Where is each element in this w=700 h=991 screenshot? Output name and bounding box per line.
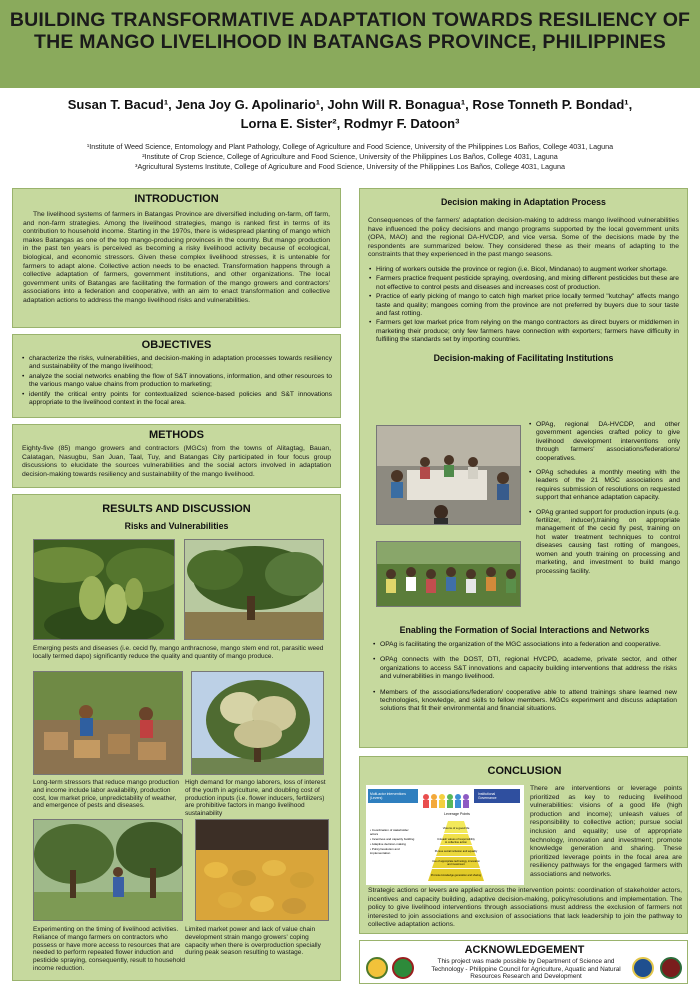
- enabling-list: [372, 641, 677, 714]
- mango-harvest-image: [34, 672, 183, 775]
- poster-title: BUILDING TRANSFORMATIVE ADAPTATION TOWARDS RESILIENCY OF THE MANGO LIVELIHOOD IN BATANGAS PROVINCE, PHILIPPINES: [9, 9, 691, 53]
- meeting-photo-1: [376, 425, 521, 525]
- conclusion-panel: [359, 756, 688, 934]
- caption-stressors: Long-term stressors that reduce mango production and income include labor availability, production cost, low market price, unpredictability of weather, and emergence of pests and diseases.: [33, 779, 179, 810]
- objective-item: • characterize the risks, vulnerabilities, and decision-making in adaptation processes towards resiliency and sustainability of the mango livelihood;: [21, 355, 332, 372]
- svg-text:• Coordination of stakeholder: • Coordination of stakeholder: [370, 828, 409, 832]
- enabling-item: • OPAg is facilitating the organization of the MGC associations into a federation and cooperative.: [372, 641, 677, 649]
- facilitating-item: • OPAg schedules a monthly meeting with the leaders of the 21 MGC associations and requires submission of resolutions on requested support that enhance adaptation capacity.: [528, 469, 680, 503]
- svg-text:(Levers): (Levers): [370, 796, 383, 800]
- introduction-title: INTRODUCTION: [134, 193, 219, 205]
- flowering-tree-photo: [191, 671, 324, 775]
- affiliations: [0, 142, 700, 172]
- decision-item: • Practice of early picking of mango to catch high market price locally termed "kutchay" affects mango taste and quality; mangoes coming from the province are not preferred by buyers due to sour taste and fast rotting.: [368, 293, 679, 318]
- acknowledgement-title: ACKNOWLEDGEMENT: [464, 944, 585, 956]
- results-title: RESULTS AND DISCUSSION: [102, 503, 251, 515]
- mango-pest-image: [34, 540, 175, 640]
- objectives-list: [21, 355, 332, 407]
- caption-demand: High demand for mango laborers, loss of interest of the youth in agriculture, and doubling cost of production inputs (i.e. flower inducers, fertilizers) are prohibitive factors in mango livelihood sustainability: [185, 779, 326, 818]
- mango-tree-photo: [184, 539, 324, 640]
- mango-market-image: [196, 820, 329, 921]
- authors-line-2: Lorna E. Sister², Rodmyr F. Datoon³: [240, 116, 460, 131]
- svg-text:Unleash values of responsibili: Unleash values of responsibility: [437, 838, 475, 841]
- levers-box-label: Multi-actor interventions: [370, 792, 406, 796]
- methods-body: Eighty-five (85) mango growers and contractors (MGCs) from the towns of Alitagtag, Bauan, Calatagan, Nasugbu, San Juan, Taal, Tuy, and Batangas City participated in four focus group discussions to elucidate the sources vulnerabilities and the social actors involved in adaptation decision-making towards resiliency and sustainability of the mango livelihood.: [22, 445, 331, 478]
- decision-list: [368, 266, 679, 345]
- meeting-photo-2-image: [377, 542, 521, 607]
- leverage-points-label: Leverage Points: [444, 812, 470, 816]
- objectives-panel: [12, 334, 341, 418]
- svg-text:Promote knowledge generation a: Promote knowledge generation and sharing: [430, 874, 482, 877]
- enabling-list-wrap: [372, 641, 677, 715]
- mango-harvest-photo: [33, 671, 183, 775]
- svg-text:• Incentives and capacity buil: • Incentives and capacity building: [370, 837, 415, 841]
- affiliation-3: ³Agricultural Systems Institute, College of Agriculture and Food Science, University of the Philippines Los Baños, College 4031, Laguna: [135, 162, 565, 171]
- decision-item: • Farmers practice frequent pesticide spraying, overdosing, and mixing different pesticides but these are not effective to control pests and diseases and increases cost of production.: [368, 275, 679, 292]
- meeting-photo-2: [376, 541, 521, 607]
- enabling-item: • OPAg connects with the DOST, DTI, regional HVCPD, academe, private sector, and other organizations to access S&T innovations and capacity building interventions that address the risks and vulnerabilities in mango livelihood.: [372, 656, 677, 681]
- svg-text:and investment: and investment: [447, 863, 465, 866]
- meeting-photo-1-image: [377, 426, 521, 525]
- logo-dost: [632, 957, 654, 979]
- methods-title: METHODS: [149, 429, 204, 441]
- svg-text:Pursue social inclusion and eq: Pursue social inclusion and equality: [434, 850, 478, 853]
- results-subtitle: Risks and Vulnerabilities: [124, 521, 229, 531]
- objectives-title: OBJECTIVES: [141, 339, 212, 351]
- facilitating-item: • OPAg granted support for production inputs (e.g. fertilizer, inducer),training on appropriate management of the cecid fly pest, training on hot water treatment techniques to control diseases causing fast rotting of mangoes, women and youth training on processing and marketing, and investment to build mango processing facility.: [528, 509, 680, 576]
- orchard-farmer-image: [34, 820, 183, 921]
- decision-item: • Farmers get low market price from relying on the mango contractors as direct buyers or middlemen in marketing their produce; only few farmers have connection with exporters; farmers have difficulty in fulfilling the standards set by importing countries.: [368, 319, 679, 344]
- decision-item: • Hiring of workers outside the province or region (i.e. Bicol, Mindanao) to augment worker shortage.: [368, 266, 679, 274]
- enabling-title: Enabling the Formation of Social Interactions and Networks: [399, 625, 650, 635]
- decision-panel: [359, 188, 688, 748]
- svg-text:Governance: Governance: [478, 796, 497, 800]
- objective-item: • identify the critical entry points for contextualized science-based policies and S&T innovations appropriate to the livelihood context in the focal area.: [21, 391, 332, 408]
- mango-tree-image: [185, 540, 324, 640]
- tier-label: Visions of a good life: [442, 826, 470, 830]
- facilitating-item: • OPAg, regional DA-HVCDP, and other government agencies crafted policy to give livelihood development interventions only through farmers' associations/federations/ cooperatives.: [528, 421, 680, 463]
- logo-pcaarrd: [392, 957, 414, 979]
- caption-pests: Emerging pests and diseases (i.e. cecid fly, mango anthracnose, mango stem end rot, parasitic weed locally termed dapo) significantly reduce the quality and quantity of mango produce.: [33, 645, 324, 660]
- caption-experimenting: Experimenting on the timing of livelihood activities. Reliance of mango farmers on contractors who possess or have more access to resources that are needed to perform repeated flower induction and pesticide spraying, consequently, result to household income reduction.: [33, 926, 186, 972]
- svg-text:actors: actors: [370, 832, 379, 836]
- decision-title: Decision making in Adaptation Process: [441, 197, 606, 207]
- governance-box-label: Institutional: [478, 792, 496, 796]
- enabling-item: • Members of the associations/federation/ cooperative able to attend trainings share learned new technologies, knowledge, and skills to fellow members. MGCs experiment and discuss adaptation solutions that fit their environmental and financial situations.: [372, 689, 677, 714]
- conclusion-title: CONCLUSION: [487, 765, 562, 777]
- svg-text:Use of appropriate technology,: Use of appropriate technology, innovation: [432, 860, 480, 863]
- conclusion-side-text: There are interventions or leverage points prioritized as key to reducing livelihood vulnerabilities: visions of a good life (high production and income); unleash values of responsibility to collective action; pursue social inclusion and equality; use of appropriate technology, innovation and investment; promote knowledge generation and sharing. These prioritized leverage points in the focal area are resiliency pathways for the engaged farmers with associations and networks.: [530, 785, 682, 878]
- svg-text:implementation: implementation: [370, 851, 391, 855]
- leverage-diagram: [366, 785, 524, 885]
- conclusion-bottom-text: Strategic actions or levers are applied across the intervention points: coordination of stakeholder actors, incentives and capacity building, adaptive decision-making, policy/resolutions and implementation. The policy to give livelihood interventions through associations must address the exclusion of farmers not interested to join associations and exclusion of associations that lack leadership to join the pathway to collective adaptation actions.: [368, 887, 682, 929]
- facilitating-title: Decision-making of Facilitating Institutions: [433, 352, 614, 363]
- logo-uplb: [660, 957, 682, 979]
- logo-ifsa: [366, 957, 388, 979]
- introduction-body: The livelihood systems of farmers in Batangas Province are diversified including on-farm, off farm, and non-farm strategies. Among the livelihood strategies, mango is ranked first in terms of its contribution to household income. Starting in the 1970s, there is widespread planting of mango which makes Batangas as one of the top mango-producing provinces in the country. But mango production in the past ten years is perceived as becoming a risky livelihood activity because of ecological, biological, and economic stressors. Given these complex livelihood stresses, it is untenable for farmers to adapt alone. Collective action needs to be enacted. Transformation happens through a collective adaptation of farmers, government institutions, and other organizations. The local government units of Batangas are facilitating the formation of the mango growers and contractors' associations into a federation and cooperative, with an aim to enact transformation and collective adaptation actions to address the mango livelihood risks and vulnerabilities.: [23, 211, 330, 304]
- introduction-panel: [12, 188, 341, 328]
- svg-text:to collective action: to collective action: [445, 841, 467, 844]
- acknowledgement-panel: [359, 940, 688, 984]
- flowering-tree-image: [192, 672, 324, 775]
- authors-line-1: Susan T. Bacud¹, Jena Joy G. Apolinario¹, John Will R. Bonagua¹, Rose Tonneth P. Bondad¹,: [67, 97, 633, 112]
- objective-item: • analyze the social networks enabling the flow of S&T innovations, information, and other resources to the various mango value chains from production to marketing;: [21, 373, 332, 390]
- mango-market-photo: [195, 819, 329, 921]
- svg-text:• Policy/resolution and: • Policy/resolution and: [370, 847, 400, 851]
- affiliation-2: ²Institute of Crop Science, College of Agriculture and Food Science, University of the Philippines Los Baños, College 4031, Laguna: [142, 152, 558, 161]
- decision-intro: Consequences of the farmers' adaptation decision-making to address mango livelihood vulnerabilities have influenced the policy decisions and mango programs supported by the local government units (OPA, MAO) and the regional DA-HVCDP, and vice versa. Some of the decisions made by the respondents are summarized below. They considered these as their means of adapting to the constraints that they experienced in the past mango seasons.: [368, 217, 679, 259]
- authors: [0, 95, 700, 133]
- affiliation-1: ¹Institute of Weed Science, Entomology and Plant Pathology, College of Agriculture and Food Science, University of the Philippines Los Baños, College 4031, Laguna: [86, 142, 614, 151]
- caption-market: Limited market power and lack of value chain development strain mango growers' coping capacity when there is overproduction specially during peak season resulting to wastage.: [185, 926, 321, 957]
- methods-panel: [12, 424, 341, 488]
- orchard-farmer-photo: [33, 819, 183, 921]
- results-panel: [12, 494, 341, 981]
- mango-pest-photo: [33, 539, 175, 640]
- facilitating-list: [528, 421, 680, 576]
- poster-header: [0, 0, 700, 88]
- acknowledgement-body: This project was made possible by Department of Science and Technology - Philippine Council for Agriculture, Aquatic and Natural Resources Research and Development: [431, 958, 621, 981]
- facilitating-list-wrap: [528, 421, 680, 577]
- svg-text:• Adaptive decision-making: • Adaptive decision-making: [370, 842, 406, 846]
